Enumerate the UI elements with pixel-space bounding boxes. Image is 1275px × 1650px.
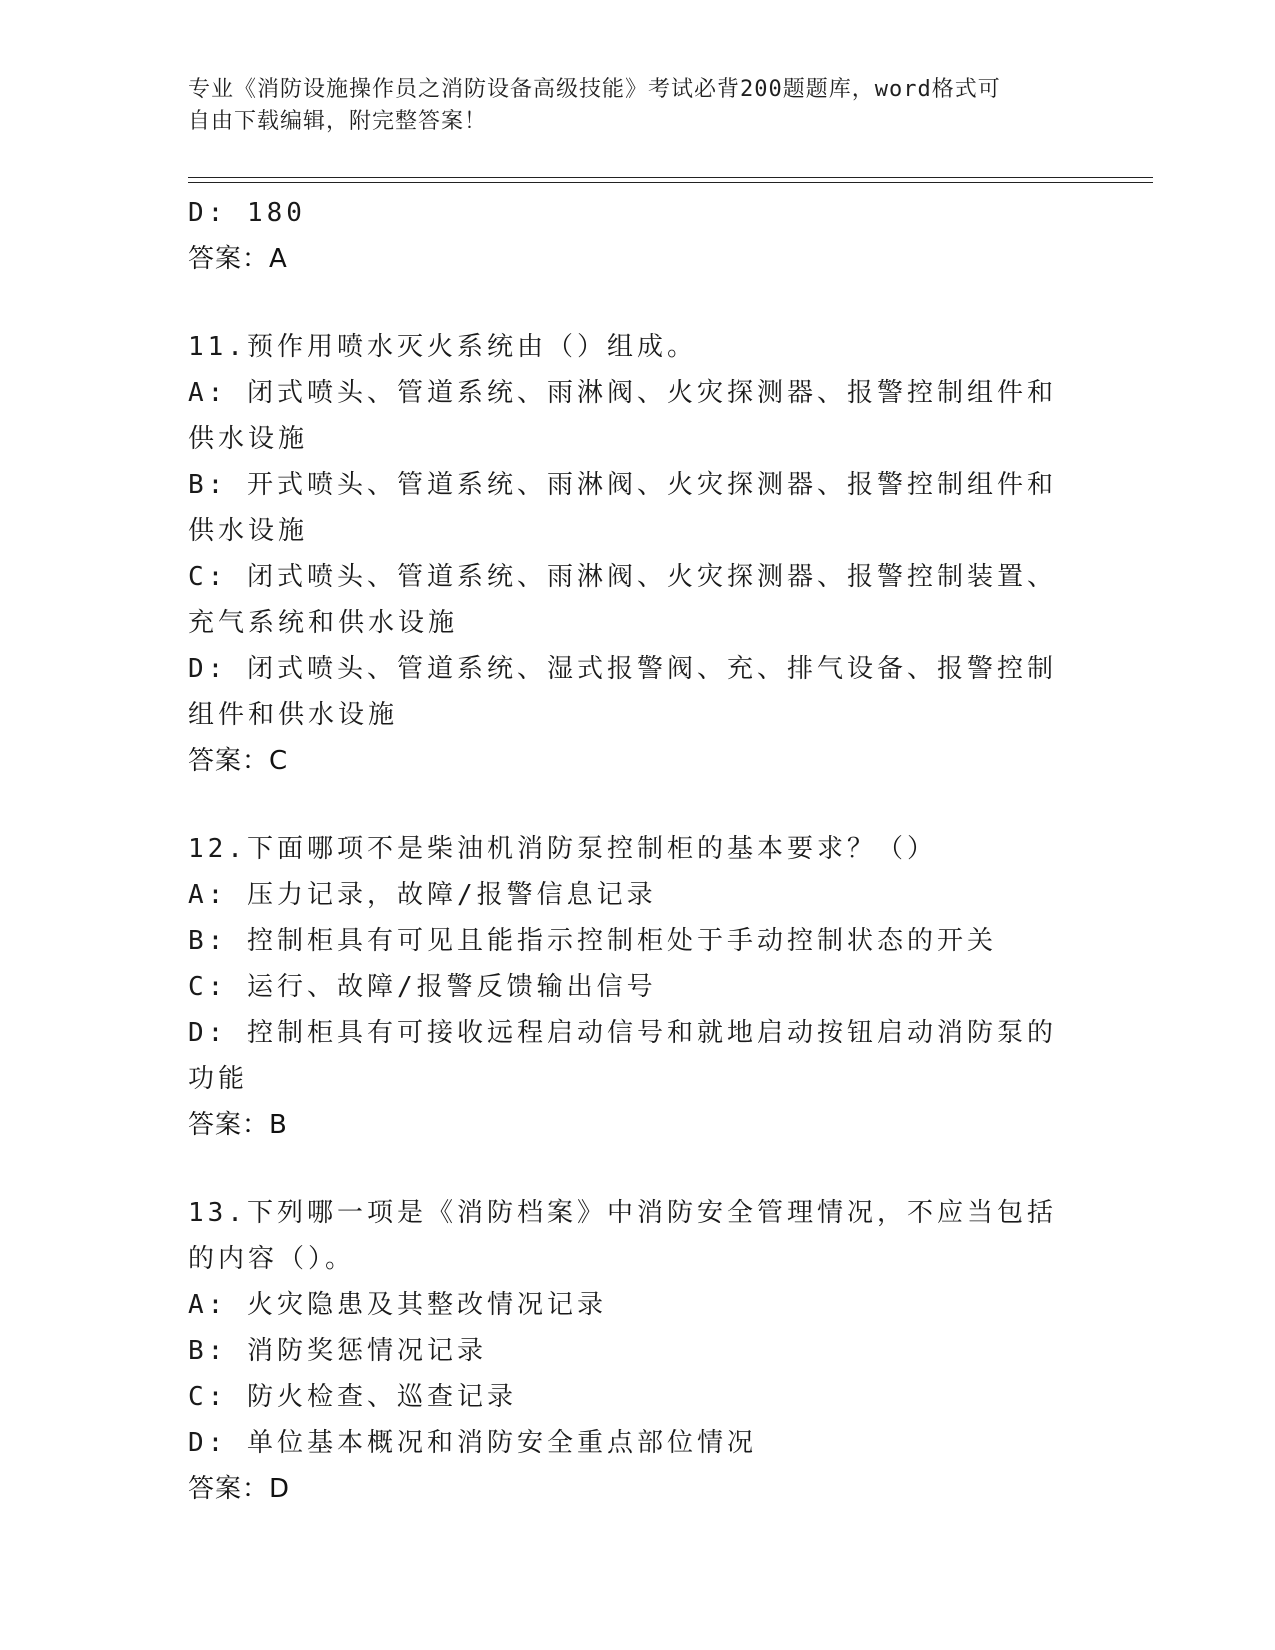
question-13 — [188, 1190, 1068, 1512]
option-c: C: 运行、故障/报警反馈输出信号 — [188, 972, 657, 1002]
question-stem: 13.下列哪一项是《消防档案》中消防安全管理情况，不应当包括的内容（）。 — [188, 1198, 1057, 1274]
previous-question-tail — [188, 190, 1068, 282]
question-stem: 11.预作用喷水灭火系统由（）组成。 — [188, 332, 697, 362]
option-a: A: 闭式喷头、管道系统、雨淋阀、火灾探测器、报警控制组件和供水设施 — [188, 378, 1057, 454]
header-divider-top — [188, 177, 1153, 178]
spacer — [188, 784, 1068, 826]
spacer — [188, 1148, 1068, 1190]
option-a: A: 压力记录，故障/报警信息记录 — [188, 880, 657, 910]
spacer — [188, 282, 1068, 324]
question-stem: 12.下面哪项不是柴油机消防泵控制柜的基本要求？（） — [188, 834, 937, 864]
header-divider-bottom — [188, 182, 1153, 183]
option-d: D: 单位基本概况和消防安全重点部位情况 — [188, 1428, 757, 1458]
answer-line: 答案：A — [188, 244, 288, 274]
answer-line: 答案：D — [188, 1474, 291, 1504]
option-d: D: 闭式喷头、管道系统、湿式报警阀、充、排气设备、报警控制组件和供水设施 — [188, 654, 1057, 730]
question-11 — [188, 324, 1068, 784]
option-a: A: 火灾隐患及其整改情况记录 — [188, 1290, 607, 1320]
option-d: D: 控制柜具有可接收远程启动信号和就地启动按钮启动消防泵的功能 — [188, 1018, 1057, 1094]
option-b: B: 消防奖惩情况记录 — [188, 1336, 487, 1366]
document-header — [188, 74, 1068, 138]
answer-line: 答案：C — [188, 746, 289, 776]
option-b: B: 控制柜具有可见且能指示控制柜处于手动控制状态的开关 — [188, 926, 997, 956]
option-b: B: 开式喷头、管道系统、雨淋阀、火灾探测器、报警控制组件和供水设施 — [188, 470, 1057, 546]
answer-line: 答案：B — [188, 1110, 288, 1140]
question-body — [188, 190, 1068, 1512]
header-title-line-1: 专业《消防设施操作员之消防设备高级技能》考试必背200题题库，word格式可 — [188, 77, 1001, 102]
option-c: C: 闭式喷头、管道系统、雨淋阀、火灾探测器、报警控制装置、充气系统和供水设施 — [188, 562, 1057, 638]
question-12 — [188, 826, 1068, 1148]
header-title-line-2: 自由下载编辑，附完整答案！ — [188, 109, 488, 134]
option-c: C: 防火检查、巡查记录 — [188, 1382, 517, 1412]
option-d: D: 180 — [188, 198, 306, 228]
